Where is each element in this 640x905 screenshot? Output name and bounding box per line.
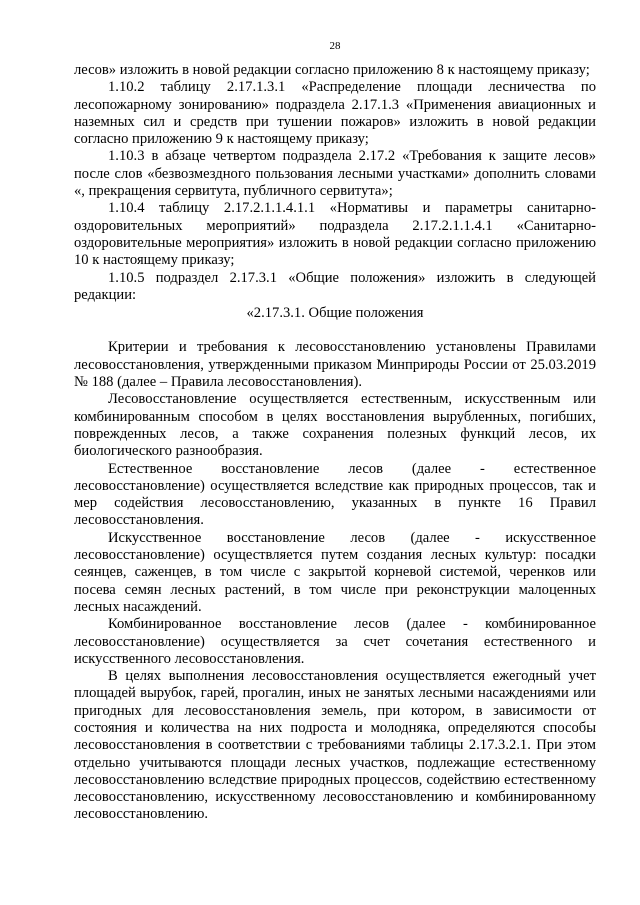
paragraph-natural-reforestation: Естественное восстановление лесов (далее - естественное лесовосстановление) осуществляется вследствие как природных процессов, так и мер содействия лесовосстановлению, указанных в пункте 16 Правил лесовосстановления. [74,460,596,529]
page-number: 28 [329,40,341,52]
paragraph-annual-accounting: В целях выполнения лесовосстановления осуществляется ежегодный учет площадей вырубок, гарей, прогалин, иных не занятых лесными насаждениями или пригодных для лесовосстановления земель, при котором, в зависимости от состояния и количества на них подроста и молодняка, определяются способы лесовосстановления в соответствии с требованиями таблицы 2.17.3.2.1. При этом отдельно учитываются площади лесных участков, подлежащие естественному лесовосстановлению вследствие природных процессов, содействию естественному лесовосстановлению, искусственному лесовосстановлению и комбинированному лесовосстановлению. [74,668,596,823]
paragraph-1-10-5: 1.10.5 подраздел 2.17.3.1 «Общие положения» изложить в следующей редакции: [74,269,596,303]
paragraph-1-10-2: 1.10.2 таблицу 2.17.1.3.1 «Распределение площади лесничества по лесопожарному зонированию» подраздела 2.17.1.3 «Применения авиационных и наземных сил и средств при тушении пожаров» изложить в новой редакции согласно приложению 9 к настоящему приказу; [74,79,596,148]
paragraph-1-10-3: 1.10.3 в абзаце четвертом подраздела 2.17.2 «Требования к защите лесов» после слов «безвозмездного пользования лесными участками» дополнить словами «, прекращения сервитута, публичного сервитута»; [74,148,596,200]
paragraph-criteria: Критерии и требования к лесовосстановлению установлены Правилами лесовосстановления, утвержденными приказом Минприроды России от 25.03.2019 № 188 (далее – Правила лесовосстановления). [74,339,596,391]
blank-line [74,322,596,339]
document-body [74,62,596,824]
paragraph-artificial-reforestation: Искусственное восстановление лесов (далее - искусственное лесовосстановление) осуществляется путем создания лесных культур: посадки сеянцев, саженцев, в том числе с закрытой корневой системой, черенков или посева семян лесных растений, в том числе при реконструкции малоценных лесных насаждений. [74,529,596,615]
paragraph-continuation: лесов» изложить в новой редакции согласно приложению 8 к настоящему приказу; [74,62,590,78]
paragraph-reforestation-methods: Лесовосстановление осуществляется естественным, искусственным или комбинированным способом в целях восстановления вырубленных, погибших, поврежденных лесов, а также сохранения полезных функций лесов, их биологического разнообразия. [74,391,596,460]
paragraph-combined-reforestation: Комбинированное восстановление лесов (далее - комбинированное лесовосстановление) осуществляется за счет сочетания естественного и искусственного лесовосстановления. [74,616,596,667]
paragraph-1-10-4: 1.10.4 таблицу 2.17.2.1.1.4.1.1 «Нормативы и параметры санитарно-оздоровительных мероприятий» подраздела 2.17.2.1.1.4.1 «Санитарно-оздоровительные мероприятия» изложить в новой редакции согласно приложению 10 к настоящему приказу; [74,200,596,269]
section-heading: «2.17.3.1. Общие положения [246,305,424,322]
